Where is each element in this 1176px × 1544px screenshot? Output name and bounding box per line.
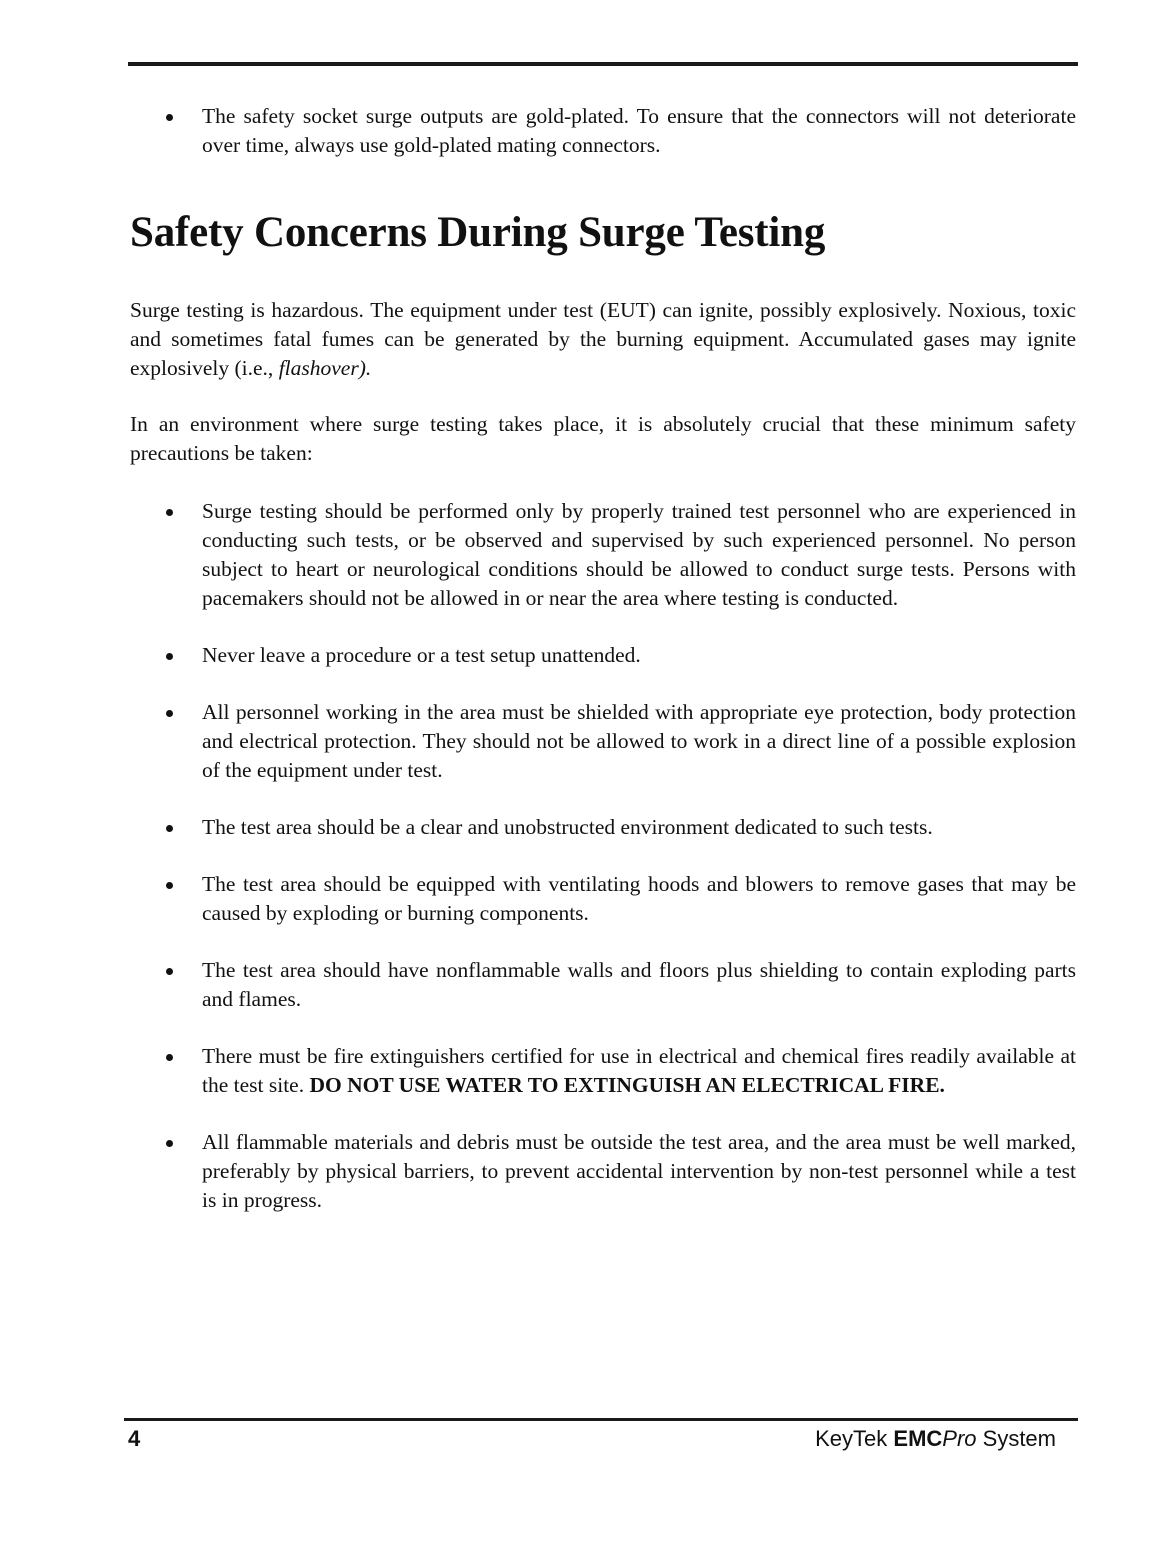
precautions-intro-paragraph: In an environment where surge testing takes place, it is absolutely crucial that these minimum safety precautions be taken:: [130, 412, 1076, 465]
list-item: [166, 870, 1076, 928]
bullet-icon: [166, 1054, 173, 1061]
list-item: [166, 1128, 1076, 1215]
bullet-icon: [166, 114, 173, 121]
footer-rule: [124, 1418, 1078, 1421]
page-number: 4: [128, 1426, 141, 1451]
bullet-text: The test area should have nonflammable walls and floors plus shielding to contain exploding parts and flames.: [202, 958, 1076, 1011]
list-item: [166, 698, 1076, 785]
list-item-fire-warning: [166, 1042, 1076, 1100]
bullet-icon: [166, 653, 173, 660]
brand-suffix: System: [976, 1426, 1056, 1451]
list-item: [166, 102, 1076, 160]
fire-warning-text: DO NOT USE WATER TO EXTINGUISH AN ELECTRICAL FIRE.: [309, 1073, 945, 1097]
list-item: [166, 497, 1076, 613]
bullet-icon: [166, 1140, 173, 1147]
intro-bullet-list: [166, 102, 1076, 160]
footer-brand: [815, 1426, 1056, 1452]
list-item: [166, 641, 1076, 670]
bullet-icon: [166, 509, 173, 516]
hazard-paragraph-text: Surge testing is hazardous. The equipment under test (EUT) can ignite, possibly explosively. Noxious, toxic and sometimes fatal fumes can be generated by the burning equipment. Accumulated gases may ignite explosively (i.e.,: [130, 298, 1076, 380]
bullet-text: Surge testing should be performed only by properly trained test personnel who are experienced in conducting such tests, or be observed and supervised by such experienced personnel. No person subject to heart or neurological conditions should be allowed to conduct surge tests. Persons with pacemakers should not be allowed in or near the area where testing is conducted.: [202, 499, 1076, 610]
precautions-bullet-list: [166, 497, 1076, 1243]
bullet-text: There must be fire extinguishers certified for use in electrical and chemical fires readily available at the test site.: [202, 1044, 1076, 1097]
brand-italic: Pro: [942, 1426, 977, 1451]
hazard-paragraph: [130, 296, 1076, 383]
bullet-icon: [166, 968, 173, 975]
list-item: [166, 956, 1076, 1014]
header-rule: [128, 62, 1078, 66]
bullet-icon: [166, 710, 173, 717]
bullet-text: All personnel working in the area must be shielded with appropriate eye protection, body protection and electrical protection. They should not be allowed to work in a direct line of a possible explosion of the equipment under test.: [202, 700, 1076, 782]
bullet-icon: [166, 825, 173, 832]
bullet-text: The test area should be a clear and unobstructed environment dedicated to such tests.: [202, 815, 933, 839]
brand-prefix: KeyTek: [815, 1426, 894, 1451]
section-title: Safety Concerns During Surge Testing: [130, 209, 826, 256]
bullet-icon: [166, 882, 173, 889]
hazard-paragraph-italic: flashover).: [278, 356, 372, 380]
bullet-text: The test area should be equipped with ventilating hoods and blowers to remove gases that may be caused by exploding or burning components.: [202, 872, 1076, 925]
bullet-text: All flammable materials and debris must be outside the test area, and the area must be well marked, preferably by physical barriers, to prevent accidental intervention by non-test personnel while a test is in progress.: [202, 1130, 1076, 1212]
list-item: [166, 813, 1076, 842]
bullet-text: The safety socket surge outputs are gold-plated. To ensure that the connectors will not deteriorate over time, always use gold-plated mating connectors.: [202, 104, 1076, 157]
brand-bold: EMC: [893, 1426, 943, 1451]
bullet-text: Never leave a procedure or a test setup unattended.: [202, 643, 641, 667]
